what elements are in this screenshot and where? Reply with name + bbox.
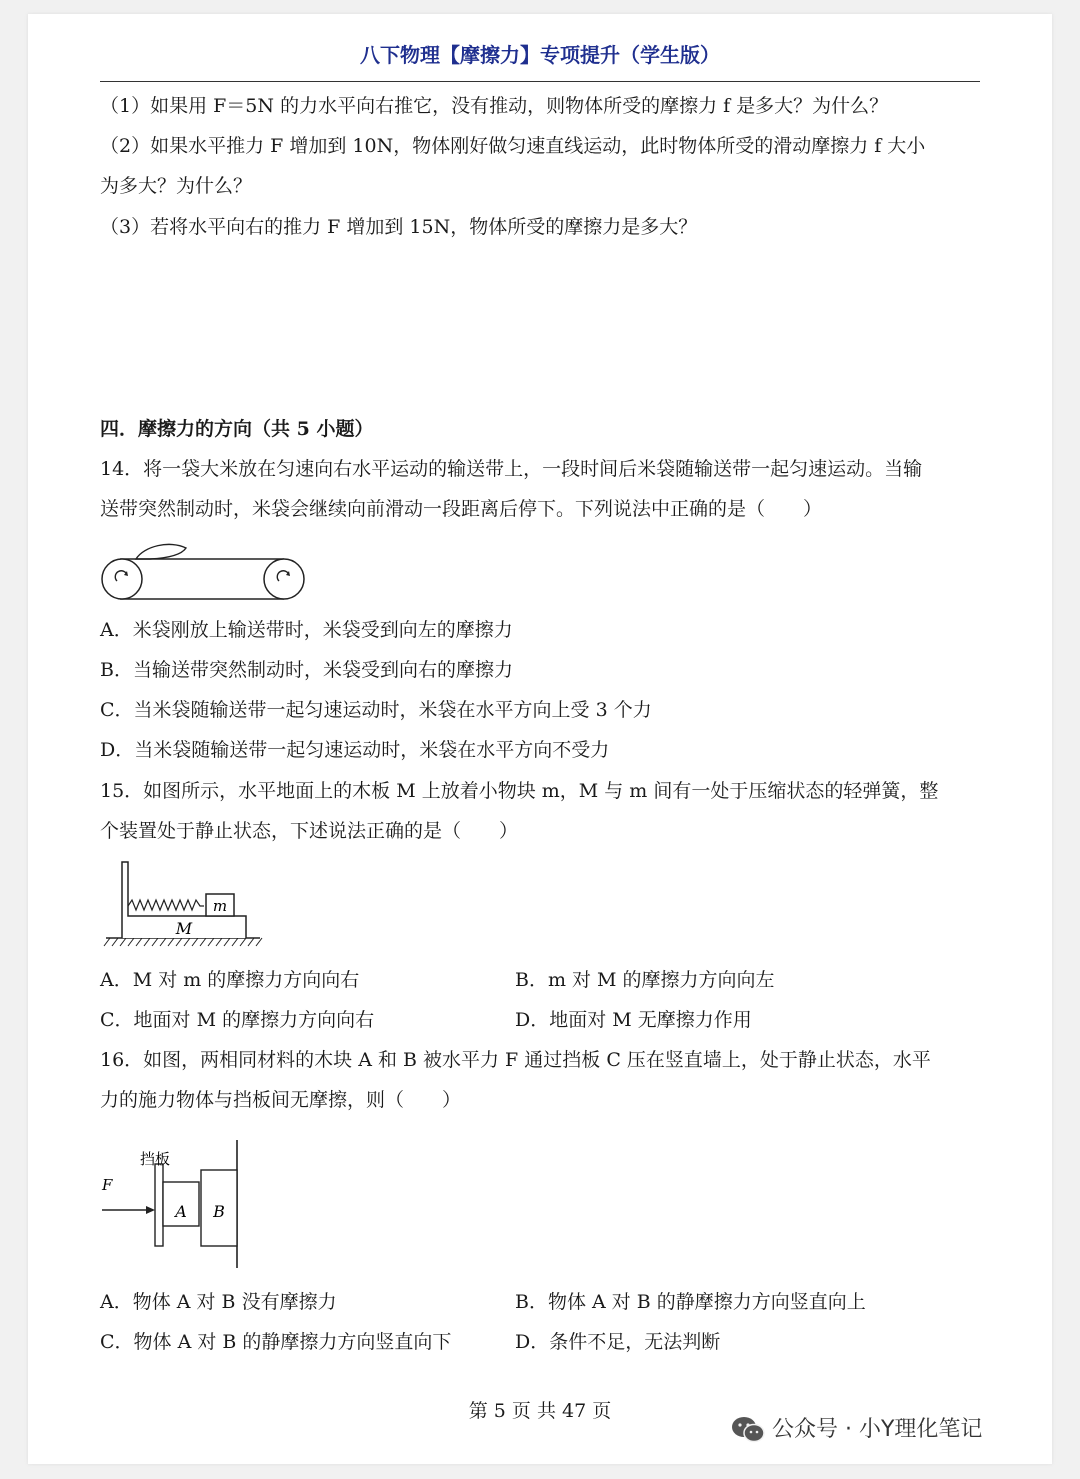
q15-option-d: D．地面对 M 无摩擦力作用 — [515, 1009, 752, 1031]
q13-part3: （3）若将水平向右的推力 F 增加到 15N，物体所受的摩擦力是多大？ — [100, 216, 698, 238]
page-number: 第 5 页 共 47 页 — [468, 1400, 612, 1422]
q13-part2-line1: （2）如果水平推力 F 增加到 10N，物体刚好做匀速直线运动，此时物体所受的滑动摩擦力 f 大小 — [100, 135, 926, 157]
q16-stem-line2: 力的施力物体与挡板间无摩擦，则（ ） — [100, 1089, 462, 1111]
q15-stem-line2: 个装置处于静止状态，下述说法正确的是（ ） — [100, 820, 519, 842]
q16-option-d: D．条件不足，无法判断 — [515, 1331, 721, 1353]
q13-part1: （1）如果用 F＝5N 的力水平向右推它，没有推动，则物体所受的摩擦力 f 是多大？为什么？ — [100, 95, 889, 117]
wall-blocks-figure — [100, 1130, 250, 1272]
q14-option-c: C．当米袋随输送带一起匀速运动时，米袋在水平方向上受 3 个力 — [100, 699, 652, 721]
spring-block-figure — [104, 860, 264, 950]
fig-label-baffle: 挡板 — [140, 1150, 171, 1168]
q16-stem-line1: 16．如图，两相同材料的木块 A 和 B 被水平力 F 通过挡板 C 压在竖直墙上，处于静止状态，水平 — [100, 1049, 931, 1071]
q16-option-a: A．物体 A 对 B 没有摩擦力 — [100, 1291, 337, 1313]
q15-option-c: C．地面对 M 的摩擦力方向向右 — [100, 1009, 375, 1031]
fig-label-m: m — [212, 897, 228, 915]
q14-option-a: A．米袋刚放上输送带时，米袋受到向左的摩擦力 — [100, 619, 513, 641]
fig-label-A: A — [175, 1202, 187, 1221]
section-title: 四．摩擦力的方向（共 5 小题） — [100, 418, 374, 440]
q15-option-a: A．M 对 m 的摩擦力方向向右 — [100, 969, 360, 991]
q14-stem-line2: 送带突然制动时，米袋会继续向前滑动一段距离后停下。下列说法中正确的是（ ） — [100, 498, 823, 520]
fig-label-F: F — [102, 1176, 113, 1194]
q16-option-c: C．物体 A 对 B 的静摩擦力方向竖直向下 — [100, 1331, 452, 1353]
watermark — [730, 1410, 982, 1450]
watermark-text: 公众号 · 小Y理化笔记 — [772, 1417, 983, 1442]
q15-option-b: B．m 对 M 的摩擦力方向向左 — [515, 969, 775, 991]
q14-stem-line1: 14．将一袋大米放在匀速向右水平运动的输送带上，一段时间后米袋随输送带一起匀速运动。当输 — [100, 458, 923, 480]
q15-stem-line1: 15．如图所示，水平地面上的木板 M 上放着小物块 m，M 与 m 间有一处于压缩状态的轻弹簧，整 — [100, 780, 939, 802]
q14-option-d: D．当米袋随输送带一起匀速运动时，米袋在水平方向不受力 — [100, 739, 610, 761]
wechat-icon — [730, 1410, 766, 1450]
header-divider — [100, 81, 980, 82]
page-header-title: 八下物理【摩擦力】专项提升（学生版） — [360, 43, 720, 67]
q14-option-b: B．当输送带突然制动时，米袋受到向右的摩擦力 — [100, 659, 513, 681]
fig-label-M: M — [175, 919, 193, 938]
q13-part2-line2: 为多大？为什么？ — [100, 175, 253, 197]
q16-option-b: B．物体 A 对 B 的静摩擦力方向竖直向上 — [515, 1291, 866, 1313]
conveyor-belt-figure — [100, 538, 310, 604]
fig-label-B: B — [213, 1202, 225, 1221]
